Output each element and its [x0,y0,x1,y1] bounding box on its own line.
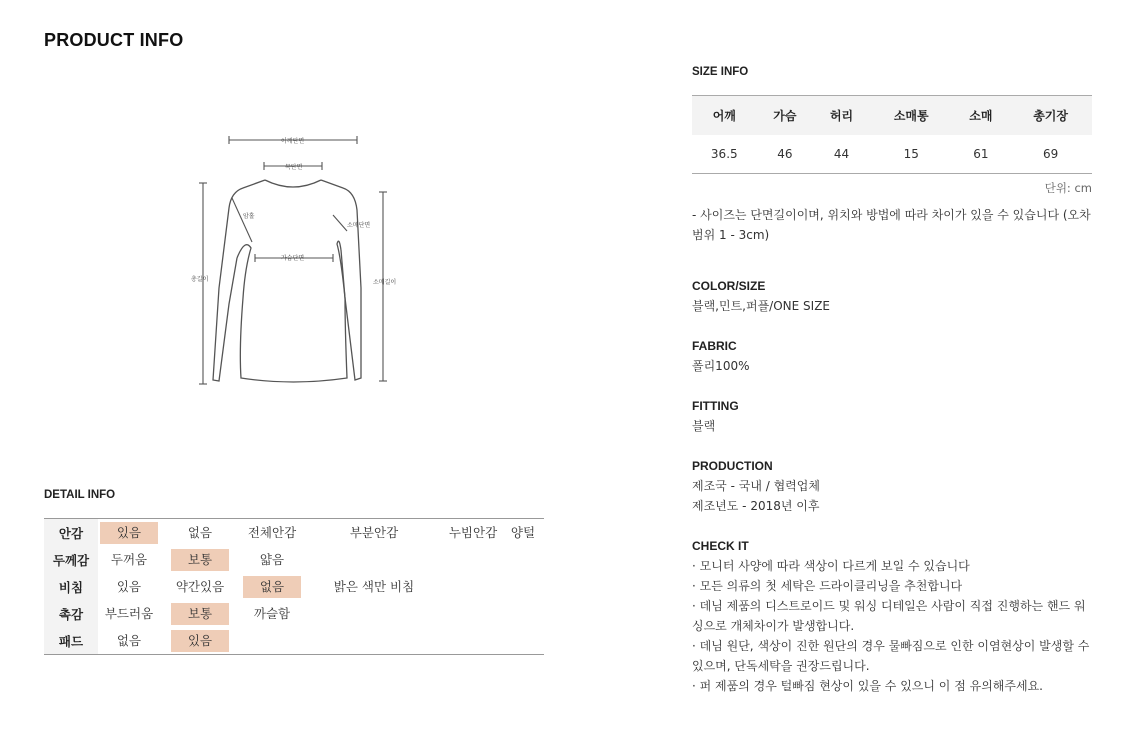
check-it-section [692,536,1092,696]
production-section [692,456,1102,516]
size-header: 허리 [813,96,870,136]
detail-cell [502,573,544,600]
size-header: 소매 [953,96,1010,136]
detail-option: 없음 [243,576,301,598]
size-info-table [692,95,1092,174]
diagram-label-total-length: 총길이 [191,276,209,283]
detail-option: 누빔안감 [448,524,498,540]
detail-row-label: 패드 [44,627,98,655]
detail-cell [240,627,304,655]
garment-sketch [185,128,415,390]
detail-cell [240,546,304,573]
detail-cell [98,519,160,547]
detail-cell [160,573,240,600]
detail-cell [98,600,160,627]
size-unit: 단위: cm [1044,181,1092,195]
size-diagram [185,128,415,390]
detail-cell [502,546,544,573]
production-heading: PRODUCTION [692,459,773,473]
detail-row [44,573,544,600]
detail-cell [304,600,444,627]
fabric-heading: FABRIC [692,339,737,353]
size-header: 가슴 [757,96,814,136]
detail-option: 보통 [171,603,229,625]
fitting-heading: FITTING [692,399,739,413]
fabric-section [692,336,1102,376]
detail-cell [98,546,160,573]
detail-cell [444,627,502,655]
check-it-line: · 모든 의류의 첫 세탁은 드라이클리닝을 추천합니다 [692,579,963,593]
detail-cell [304,546,444,573]
detail-option: 있음 [116,578,142,594]
detail-cell [502,627,544,655]
detail-cell [98,573,160,600]
detail-option: 없음 [116,632,142,648]
detail-row-label: 두께감 [44,546,98,573]
detail-cell [160,627,240,655]
detail-option: 부분안감 [349,524,399,540]
detail-option: 있음 [100,522,158,544]
detail-option: 있음 [171,630,229,652]
check-it-heading: CHECK IT [692,539,749,553]
detail-cell [502,600,544,627]
detail-cell [160,546,240,573]
size-value: 69 [1009,135,1092,174]
detail-option: 보통 [171,549,229,571]
check-it-line: · 데님 제품의 디스트로이드 및 워싱 디테일은 사람이 직접 진행하는 핸드 워싱으로 개체차이가 발생합니다. [692,599,1086,633]
check-it-line: · 퍼 제품의 경우 털빠짐 현상이 있을 수 있으니 이 점 유의해주세요. [692,679,1043,693]
size-value: 36.5 [692,135,757,174]
detail-info-table [44,518,544,655]
diagram-label-sleeve-width: 소매단면 [347,222,371,229]
detail-row [44,600,544,627]
check-it-line: · 모니터 사양에 따라 색상이 다르게 보일 수 있습니다 [692,559,970,573]
diagram-label-neck: 목단면 [285,164,303,171]
detail-cell [304,573,444,600]
detail-option: 양털 [510,524,536,540]
detail-cell [240,519,304,547]
detail-option: 전체안감 [247,524,297,540]
size-note: - 사이즈는 단면길이이며, 위치와 방법에 따라 차이가 있을 수 있습니다 (오차범위 1 - 3cm) [692,208,1091,242]
color-size-line: 블랙,민트,퍼플/ONE SIZE [692,299,831,313]
size-info-title: SIZE INFO [692,66,749,78]
size-value: 61 [953,135,1010,174]
page-title: PRODUCT INFO [44,30,184,50]
detail-row [44,546,544,573]
detail-cell [444,600,502,627]
detail-cell [304,627,444,655]
fitting-section [692,396,1102,436]
production-line: 제조국 - 국내 / 협력업체 [692,479,820,493]
detail-option: 밝은 색만 비침 [333,578,415,594]
detail-row-label: 비침 [44,573,98,600]
detail-option: 부드러움 [104,605,154,621]
detail-option: 얇음 [259,551,285,567]
size-header: 어깨 [692,96,757,136]
diagram-label-sleeve-length: 소매길이 [373,279,397,286]
detail-cell [160,600,240,627]
detail-cell [160,519,240,547]
detail-cell [502,519,544,547]
detail-row [44,627,544,655]
detail-info-title: DETAIL INFO [44,489,116,501]
color-size-heading: COLOR/SIZE [692,279,766,293]
detail-row-label: 안감 [44,519,98,547]
detail-cell [444,519,502,547]
detail-option: 약간있음 [175,578,225,594]
detail-cell [98,627,160,655]
diagram-label-chest: 가슴단면 [281,255,305,262]
detail-option: 까슬함 [253,605,291,621]
detail-option: 없음 [187,524,213,540]
diagram-label-armhole: 암홀 [243,213,255,220]
production-line: 제조년도 - 2018년 이후 [692,499,820,513]
fabric-line: 폴리100% [692,359,750,373]
detail-cell [240,573,304,600]
fitting-line: 블랙 [692,419,716,433]
size-header: 소매통 [870,96,953,136]
detail-cell [240,600,304,627]
detail-option: 두꺼움 [110,551,148,567]
diagram-label-shoulder: 어깨단면 [281,138,305,145]
detail-row-label: 촉감 [44,600,98,627]
detail-cell [444,546,502,573]
detail-cell [304,519,444,547]
size-value: 44 [813,135,870,174]
size-header: 총기장 [1009,96,1092,136]
size-value: 46 [757,135,814,174]
detail-cell [444,573,502,600]
check-it-line: · 데님 원단, 색상이 진한 원단의 경우 물빠짐으로 인한 이염현상이 발생할 수 있으며, 단독세탁을 권장드립니다. [692,639,1090,673]
color-size-section [692,276,1102,316]
size-value: 15 [870,135,953,174]
detail-row [44,519,544,547]
